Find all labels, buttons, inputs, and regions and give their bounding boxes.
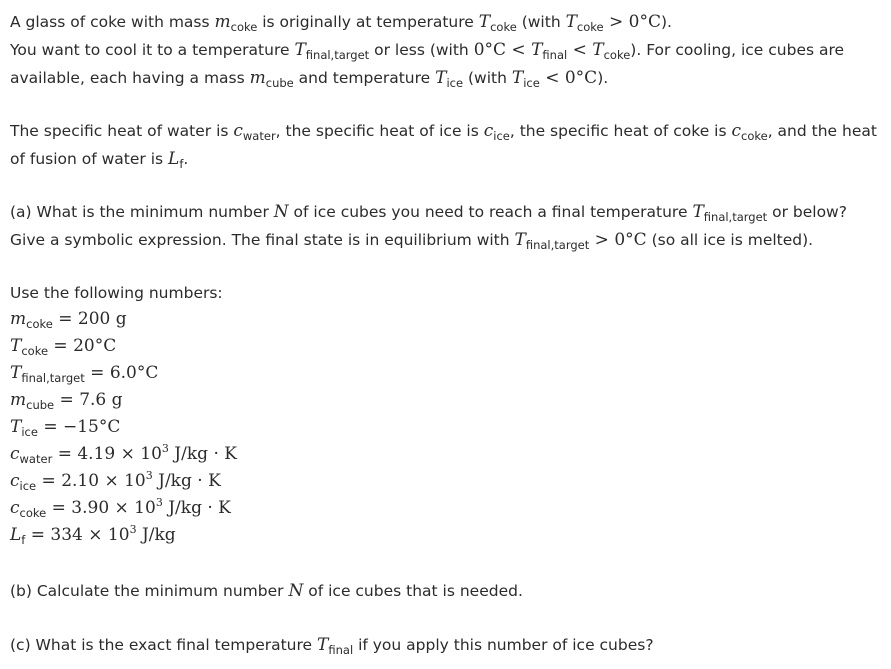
- lt-sign: <: [539, 68, 565, 88]
- value-m-cube: 7.6 g: [79, 390, 123, 410]
- use-numbers-heading: [10, 280, 223, 307]
- text: of fusion of water is: [10, 150, 169, 168]
- heats-line-1: [10, 118, 877, 146]
- symbol-m-cube: $m_{cube}$: [249, 68, 294, 90]
- text: or less (with: [369, 41, 474, 59]
- text: (c) What is the exact final temperature: [10, 636, 318, 654]
- part-a-line-1: [10, 199, 847, 227]
- symbol-T-final-target: $T_{final,target}$: [514, 230, 590, 252]
- heats-line-2: [10, 146, 877, 174]
- symbol-c-coke: $c_{coke}$: [731, 121, 768, 143]
- text: if you apply this number of ice cubes?: [353, 636, 654, 654]
- given-m-cube: $m_{cube} = 7.6$ g: [10, 390, 123, 412]
- intro-line-3: [10, 65, 844, 93]
- text: , and the heat: [767, 122, 877, 140]
- gt-sign: >: [603, 12, 629, 32]
- zero-celsius: 0°C: [628, 12, 661, 32]
- intro-line-1: [10, 9, 844, 37]
- text: ). For cooling, ice cubes are: [630, 41, 845, 59]
- symbol-N: N: [288, 581, 304, 601]
- text: ).: [597, 69, 609, 87]
- text: is originally at temperature: [257, 13, 479, 31]
- value-T-final-target: 6.0°C: [109, 363, 159, 383]
- text: Give a symbolic expression. The final state is in equilibrium with: [10, 231, 515, 249]
- text: (with: [516, 13, 566, 31]
- text: (b) Calculate the minimum number: [10, 582, 289, 600]
- condition-T-ice-negative: $T_{ice}$: [511, 68, 540, 90]
- condition-T-coke-positive: $T_{coke}$: [565, 12, 604, 34]
- value-L-f: $334 \times 10^3$ J/kg: [50, 523, 176, 545]
- value-T-coke: 20°C: [73, 336, 117, 356]
- text: of ice cubes you need to reach a final temperature: [288, 203, 693, 221]
- text: of ice cubes that is needed.: [303, 582, 523, 600]
- text: A glass of coke with mass: [10, 13, 215, 31]
- symbol-T-final: $T_{final}$: [531, 40, 568, 62]
- given-L-f: $L_f = 334 \times 10^3$ J/kg: [10, 523, 176, 547]
- zero-celsius: 0°C: [564, 68, 598, 88]
- given-c-coke: $c_{coke} = 3.90 \times 10^3$ J/kg · K: [10, 496, 231, 520]
- text: (with: [463, 69, 512, 87]
- given-m-coke: $m_{coke} = 200$ g: [10, 309, 127, 331]
- text: ).: [661, 13, 672, 31]
- symbol-T-ice: $T_{ice}$: [435, 68, 464, 90]
- value-c-water: $4.19 \times 10^3$ J/kg · K: [77, 442, 237, 464]
- text: and temperature: [293, 69, 436, 87]
- text: (a) What is the minimum number: [10, 203, 274, 221]
- given-c-ice: $c_{ice} = 2.10 \times 10^3$ J/kg · K: [10, 469, 221, 493]
- symbol-m-coke: $m_{coke}$: [214, 12, 258, 34]
- intro-paragraph: [10, 9, 844, 93]
- text: .: [183, 150, 189, 168]
- symbol-T-final-target: $T_{final,target}$: [294, 40, 370, 62]
- text: or below?: [767, 203, 847, 221]
- use-numbers-text: Use the following numbers:: [10, 284, 223, 302]
- symbol-c-water: $c_{water}$: [233, 121, 276, 143]
- value-T-ice: −15°C: [63, 417, 121, 437]
- symbol-L-f: $L_f$: [168, 149, 184, 171]
- given-T-ice: $T_{ice} = -15^\circ C$: [10, 417, 121, 439]
- symbol-T-final-target: $T_{final,target}$: [692, 202, 768, 224]
- given-T-final-target: $T_{final,target} = 6.0^\circ C$: [10, 363, 159, 385]
- intro-line-2: [10, 37, 844, 65]
- zero-celsius: 0°C: [614, 230, 647, 250]
- text: The specific heat of water is: [10, 122, 234, 140]
- lt-sign: <: [567, 40, 593, 60]
- value-c-ice: $2.10 \times 10^3$ J/kg · K: [61, 469, 221, 491]
- part-b-question: [10, 578, 523, 605]
- symbol-T-final: $T_{final}$: [317, 635, 354, 657]
- text: available, each having a mass: [10, 69, 250, 87]
- part-a-question: [10, 199, 847, 255]
- text: , the specific heat of ice is: [275, 122, 484, 140]
- value-c-coke: $3.90 \times 10^3$ J/kg · K: [71, 496, 231, 518]
- symbol-N: N: [273, 202, 289, 222]
- given-c-water: $c_{water} = 4.19 \times 10^3$ J/kg · K: [10, 442, 237, 466]
- zero-celsius: 0°C: [473, 40, 507, 60]
- part-c-question: [10, 632, 654, 660]
- given-T-coke: $T_{coke} = 20^\circ C$: [10, 336, 117, 358]
- text: , the specific heat of coke is: [509, 122, 732, 140]
- value-m-coke: 200 g: [77, 309, 127, 329]
- symbol-T-coke: $T_{coke}$: [478, 12, 517, 34]
- text: (so all ice is melted).: [646, 231, 814, 249]
- lt-sign: <: [506, 40, 532, 60]
- gt-sign: >: [589, 230, 615, 250]
- text: You want to cool it to a temperature: [10, 41, 295, 59]
- symbol-c-ice: $c_{ice}$: [483, 121, 510, 143]
- part-a-line-2: [10, 227, 847, 255]
- symbol-T-coke: $T_{coke}$: [592, 40, 631, 62]
- givens-list: [10, 306, 237, 549]
- heats-paragraph: [10, 118, 877, 174]
